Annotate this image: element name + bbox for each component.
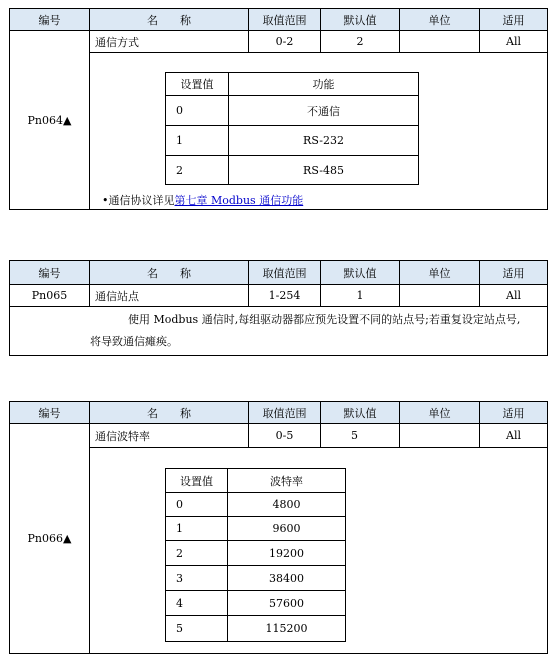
baud-row (166, 591, 345, 616)
param-apply: All (480, 285, 547, 307)
param-table-pn066 (9, 401, 548, 654)
header-range: 取值范围 (249, 402, 321, 424)
param-range: 1-254 (249, 285, 321, 307)
param-name: 通信方式 (90, 31, 249, 53)
baud-table (165, 468, 346, 642)
setting-function: RS-485 (303, 163, 344, 177)
setting-row (166, 156, 418, 184)
header-name: 名 称 (90, 9, 249, 31)
param-apply: All (480, 31, 547, 53)
baud-value: 3 (166, 566, 228, 590)
param-table-pn065 (9, 260, 548, 356)
baud-value: 2 (166, 541, 228, 565)
param-default: 1 (321, 285, 400, 307)
header-code: 编号 (10, 9, 90, 31)
baud-row (166, 493, 345, 517)
header-default: 默认值 (321, 402, 400, 424)
header-code: 编号 (10, 261, 90, 285)
station-description-line2: 将导致通信瘫痪。 (90, 335, 178, 348)
param-code: Pn066▲ (10, 424, 90, 653)
param-default: 2 (321, 31, 400, 53)
baud-value: 0 (166, 493, 228, 516)
header-apply: 适用 (480, 402, 547, 424)
param-name: 通信站点 (90, 285, 249, 307)
baud-rate: 19200 (269, 546, 304, 560)
protocol-note-prefix: •通信协议详见 (102, 194, 175, 207)
setting-function: 不通信 (307, 104, 340, 118)
header-default: 默认值 (321, 9, 400, 31)
param-range: 0-5 (249, 424, 321, 448)
param-range: 0-2 (249, 31, 321, 53)
header-apply: 适用 (480, 9, 547, 31)
protocol-note-link[interactable]: 第七章 Modbus 通信功能 (174, 194, 304, 207)
setting-function: RS-232 (303, 134, 344, 147)
setting-header-value: 设置值 (166, 73, 229, 95)
param-table-pn064 (9, 8, 548, 210)
baud-value: 5 (166, 616, 228, 641)
header-name: 名 称 (90, 402, 249, 424)
setting-table (165, 72, 419, 185)
header-range: 取值范围 (249, 261, 321, 285)
baud-rate: 115200 (265, 622, 308, 635)
baud-row (166, 517, 345, 541)
baud-rate: 57600 (269, 596, 304, 610)
setting-table-header (166, 73, 418, 96)
header-apply: 适用 (480, 261, 547, 285)
param-name: 通信波特率 (90, 424, 249, 448)
header-unit: 单位 (400, 9, 480, 31)
baud-value: 4 (166, 591, 228, 615)
setting-value: 1 (166, 126, 229, 155)
header-name: 名 称 (90, 261, 249, 285)
baud-header-rate: 波特率 (270, 474, 303, 488)
param-unit (400, 424, 480, 448)
baud-rate: 38400 (269, 571, 304, 585)
baud-row (166, 566, 345, 591)
header-unit: 单位 (400, 261, 480, 285)
header-default: 默认值 (321, 261, 400, 285)
param-code: Pn064▲ (10, 31, 90, 209)
setting-value: 2 (166, 156, 229, 184)
setting-header-function: 功能 (312, 78, 335, 91)
protocol-note (102, 192, 303, 208)
station-description-line1: 使用 Modbus 通信时,每组驱动器都应预先设置不同的站点号;若重复设定站点号, (128, 313, 521, 326)
baud-rate: 4800 (272, 498, 301, 511)
param-apply: All (480, 424, 547, 448)
baud-row (166, 541, 345, 566)
setting-row (166, 126, 418, 156)
param-default: 5 (321, 424, 400, 448)
baud-row (166, 616, 345, 641)
baud-table-header (166, 469, 345, 493)
baud-value: 1 (166, 517, 228, 540)
param-unit (400, 285, 480, 307)
header-range: 取值范围 (249, 9, 321, 31)
baud-header-value: 设置值 (166, 469, 228, 492)
baud-rate: 9600 (272, 522, 301, 535)
param-code: Pn065 (10, 285, 90, 307)
param-unit (400, 31, 480, 53)
header-unit: 单位 (400, 402, 480, 424)
header-code: 编号 (10, 402, 90, 424)
setting-value: 0 (166, 96, 229, 125)
setting-row (166, 96, 418, 126)
